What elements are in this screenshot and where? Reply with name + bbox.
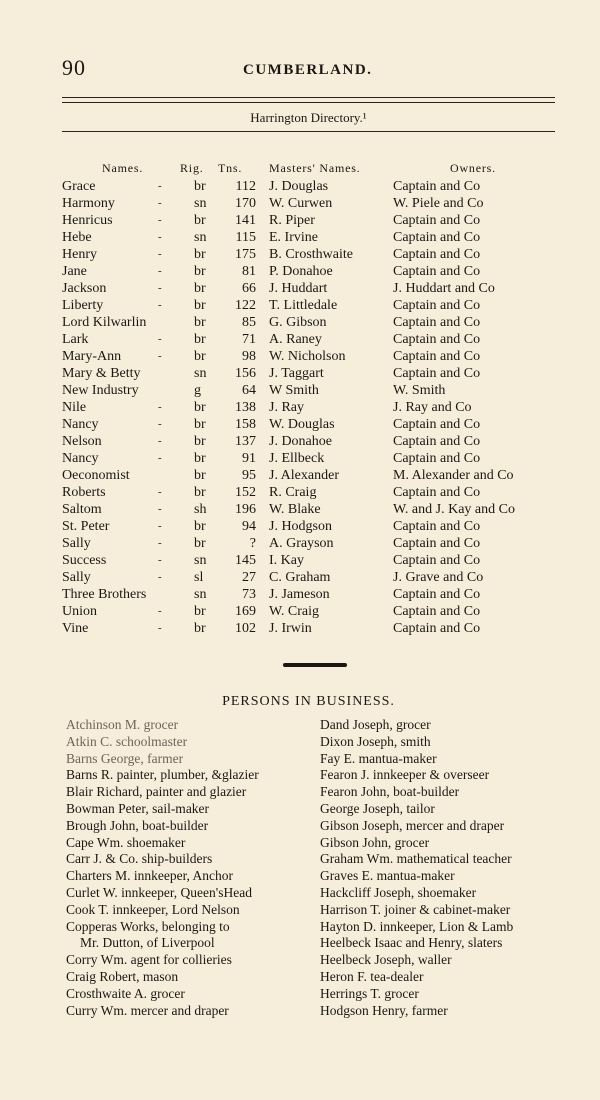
ship-owner: Captain and Co	[393, 349, 481, 364]
ship-name: Roberts	[62, 485, 106, 500]
business-entry: Fearon John, boat-builder	[320, 784, 460, 800]
ship-row	[62, 212, 562, 229]
ship-tons: 158	[235, 417, 256, 432]
business-entry: Gibson John, grocer	[320, 834, 430, 850]
ship-master: B. Crosthwaite	[269, 247, 353, 262]
ship-name: Nancy	[62, 417, 99, 432]
ship-row	[62, 535, 562, 552]
ship-dash: -	[158, 503, 162, 515]
ship-tons: 156	[235, 366, 256, 381]
ship-rig: br	[194, 349, 206, 364]
ship-name: Mary & Betty	[62, 366, 141, 381]
ship-owner: Captain and Co	[393, 451, 481, 466]
ship-rig: sh	[194, 502, 207, 517]
header-owners: Owners.	[450, 161, 496, 175]
page-number: 90	[62, 55, 86, 80]
header-tons: Tns.	[218, 161, 243, 175]
ship-name: St. Peter	[62, 519, 110, 534]
ship-rig: br	[194, 315, 206, 330]
ship-rig: br	[194, 621, 206, 636]
double-rule	[62, 97, 555, 103]
ship-owner: Captain and Co	[393, 604, 481, 619]
ship-master: J. Irwin	[269, 621, 312, 636]
business-entry: Brough John, boat-builder	[66, 817, 209, 833]
ship-master: W. Blake	[269, 502, 321, 517]
ship-owner: Captain and Co	[393, 621, 481, 636]
ship-table	[62, 160, 562, 637]
ship-table-header	[62, 160, 562, 178]
ship-dash: -	[158, 571, 162, 583]
ship-tons: 137	[235, 434, 256, 449]
ship-tons: 95	[242, 468, 256, 483]
ship-master: J. Donahoe	[269, 434, 332, 449]
ship-name: Mary-Ann	[62, 349, 122, 364]
ship-name: Grace	[62, 179, 96, 194]
ship-row	[62, 416, 562, 433]
ship-dash: -	[158, 520, 162, 532]
ship-tons: 73	[242, 587, 256, 602]
business-entry: Curry Wm. mercer and draper	[66, 1002, 229, 1018]
ship-row	[62, 331, 562, 348]
ship-dash: -	[158, 622, 162, 634]
ship-master: A. Raney	[269, 332, 322, 347]
ship-row	[62, 450, 562, 467]
ship-dash: -	[158, 554, 162, 566]
ship-name: Liberty	[62, 298, 104, 313]
ship-tons: 66	[242, 281, 256, 296]
ship-master: J. Huddart	[269, 281, 328, 296]
ship-tons: 64	[242, 383, 256, 398]
ship-tons: 94	[242, 519, 256, 534]
ship-row	[62, 399, 562, 416]
ship-owner: Captain and Co	[393, 417, 481, 432]
ship-name: Vine	[62, 621, 89, 636]
ship-dash: -	[158, 350, 162, 362]
ship-row	[62, 586, 562, 603]
ship-rig: sn	[194, 553, 207, 568]
ship-row	[62, 603, 562, 620]
business-entry: Heelbeck Joseph, waller	[320, 952, 452, 968]
business-entry: Graves E. mantua-maker	[320, 868, 455, 884]
ship-master: W. Craig	[269, 604, 320, 619]
ship-tons: 138	[235, 400, 256, 415]
business-entry: Fearon J. innkeeper & overseer	[320, 767, 490, 783]
business-entry: Carr J. & Co. ship-builders	[66, 851, 213, 867]
ship-master: J. Hodgson	[269, 519, 333, 534]
ship-owner: Captain and Co	[393, 247, 481, 262]
ship-rig: g	[194, 383, 201, 398]
ship-rig: br	[194, 536, 206, 551]
business-entry: Cook T. innkeeper, Lord Nelson	[66, 901, 240, 917]
business-entry: Hodgson Henry, farmer	[320, 1002, 448, 1018]
ship-master: J. Alexander	[269, 468, 339, 483]
ship-row	[62, 552, 562, 569]
ship-tons: 169	[235, 604, 256, 619]
ship-dash: -	[158, 537, 162, 549]
ship-row	[62, 297, 562, 314]
ship-owner: Captain and Co	[393, 485, 481, 500]
ship-dash: -	[158, 265, 162, 277]
ship-dash: -	[158, 435, 162, 447]
ship-master: J. Jameson	[269, 587, 330, 602]
ship-rig: sn	[194, 230, 207, 245]
section-title: Harrington Directory.¹	[250, 110, 367, 125]
ship-owner: W. Piele and Co	[393, 196, 484, 211]
ship-tons: 175	[235, 247, 256, 262]
business-list-left	[66, 717, 311, 1019]
ship-dash: -	[158, 418, 162, 430]
header-names: Names.	[102, 161, 144, 175]
ship-dash: -	[158, 180, 162, 192]
ship-master: E. Irvine	[269, 230, 318, 245]
ship-master: G. Gibson	[269, 315, 327, 330]
business-entry: Herrings T. grocer	[320, 985, 419, 1001]
business-entry: Harrison T. joiner & cabinet-maker	[320, 901, 511, 917]
ship-owner: Captain and Co	[393, 332, 481, 347]
ship-tons: 141	[235, 213, 256, 228]
ship-tons: 152	[235, 485, 256, 500]
ship-name: Nelson	[62, 434, 102, 449]
ship-rig: br	[194, 213, 206, 228]
ship-owner: J. Grave and Co	[393, 570, 484, 585]
ship-owner: Captain and Co	[393, 298, 481, 313]
ship-owner: W. Smith	[393, 383, 446, 398]
business-entry: Cape Wm. shoemaker	[66, 834, 186, 850]
ship-owner: Captain and Co	[393, 213, 481, 228]
ship-row	[62, 178, 562, 195]
ship-tons: 27	[242, 570, 256, 585]
ship-master: W. Nicholson	[269, 349, 346, 364]
ship-tons: 91	[242, 451, 256, 466]
ship-name: Oeconomist	[62, 468, 130, 483]
ship-rows	[62, 178, 562, 637]
ship-rig: sn	[194, 366, 207, 381]
ship-row	[62, 280, 562, 297]
business-entry: Fay E. mantua-maker	[320, 750, 437, 766]
business-entry: Crosthwaite A. grocer	[66, 985, 185, 1001]
ship-tons: 145	[235, 553, 256, 568]
business-entry: Bowman Peter, sail-maker	[66, 800, 210, 816]
business-entry: Heelbeck Isaac and Henry, slaters	[320, 935, 503, 951]
ship-rig: br	[194, 468, 206, 483]
ship-master: R. Craig	[269, 485, 317, 500]
ship-rig: br	[194, 434, 206, 449]
ship-name: Union	[62, 604, 97, 619]
business-entry: Dixon Joseph, smith	[320, 733, 431, 749]
ship-owner: M. Alexander and Co	[393, 468, 514, 483]
ship-name: Lord Kilwarlin	[62, 315, 147, 330]
ship-master: R. Piper	[269, 213, 315, 228]
ship-row	[62, 365, 562, 382]
ship-rig: sn	[194, 587, 207, 602]
ship-row	[62, 246, 562, 263]
ship-dash: -	[158, 452, 162, 464]
ship-rig: br	[194, 417, 206, 432]
business-entry: Barns George, farmer	[66, 750, 184, 766]
ship-name: Sally	[62, 570, 91, 585]
ship-owner: Captain and Co	[393, 315, 481, 330]
ship-owner: Captain and Co	[393, 264, 481, 279]
business-title: PERSONS IN BUSINESS.	[222, 694, 395, 709]
ship-row	[62, 501, 562, 518]
ship-master: W. Douglas	[269, 417, 335, 432]
ship-row	[62, 620, 562, 637]
ship-tons: 85	[242, 315, 256, 330]
ship-owner: Captain and Co	[393, 366, 481, 381]
ship-owner: W. and J. Kay and Co	[393, 502, 515, 517]
business-entry: Hayton D. innkeeper, Lion & Lamb	[320, 918, 514, 934]
business-entry: Atkin C. schoolmaster	[66, 733, 188, 749]
business-entry: Craig Robert, mason	[66, 968, 179, 984]
ship-dash: -	[158, 282, 162, 294]
business-entry: Gibson Joseph, mercer and draper	[320, 817, 505, 833]
ship-dash: -	[158, 401, 162, 413]
header-masters: Masters' Names.	[269, 161, 361, 175]
ship-rig: br	[194, 179, 206, 194]
ship-row	[62, 263, 562, 280]
ship-name: Lark	[62, 332, 89, 347]
business-entry: Atchinson M. grocer	[66, 717, 179, 732]
ship-owner: J. Ray and Co	[393, 400, 472, 415]
ship-name: Jane	[62, 264, 87, 279]
ship-name: Nile	[62, 400, 87, 415]
business-entry: George Joseph, tailor	[320, 800, 435, 816]
ship-row	[62, 518, 562, 535]
ship-tons: 115	[235, 230, 256, 245]
ship-owner: Captain and Co	[393, 434, 481, 449]
ship-row	[62, 382, 562, 399]
ship-name: Saltom	[62, 502, 102, 517]
business-entry: Hackcliff Joseph, shoemaker	[320, 884, 477, 900]
ship-tons: 71	[242, 332, 256, 347]
ship-name: Three Brothers	[62, 587, 147, 602]
ship-rig: br	[194, 281, 206, 296]
ship-tons: 102	[235, 621, 256, 636]
ship-dash: -	[158, 333, 162, 345]
ship-name: Success	[62, 553, 107, 568]
business-entry: Graham Wm. mathematical teacher	[320, 851, 512, 867]
ship-tons: 122	[235, 298, 256, 313]
ship-dash: -	[158, 605, 162, 617]
ship-tons: 98	[242, 349, 256, 364]
running-head: CUMBERLAND.	[243, 62, 373, 78]
ship-master: W Smith	[269, 383, 319, 398]
ship-rig: br	[194, 247, 206, 262]
divider-ornament	[283, 663, 347, 667]
ship-row	[62, 569, 562, 586]
ship-owner: J. Huddart and Co	[393, 281, 495, 296]
ship-rig: sn	[194, 196, 207, 211]
ship-tons: 170	[235, 196, 256, 211]
ship-master: C. Graham	[269, 570, 331, 585]
ship-master: T. Littledale	[269, 298, 338, 313]
ship-dash: -	[158, 248, 162, 260]
ship-owner: Captain and Co	[393, 230, 481, 245]
ship-name: Jackson	[62, 281, 107, 296]
ship-rig: br	[194, 332, 206, 347]
ship-rig: sl	[194, 570, 204, 585]
ship-master: I. Kay	[269, 553, 304, 568]
ship-dash: -	[158, 214, 162, 226]
ship-rig: br	[194, 451, 206, 466]
ship-master: W. Curwen	[269, 196, 333, 211]
ship-owner: Captain and Co	[393, 536, 481, 551]
ship-row	[62, 348, 562, 365]
ship-master: P. Donahoe	[269, 264, 333, 279]
business-list-right	[320, 717, 565, 1019]
ship-name: Henricus	[62, 213, 113, 228]
ship-owner: Captain and Co	[393, 179, 481, 194]
ship-name: New Industry	[62, 383, 139, 398]
ship-tons: 112	[235, 179, 256, 194]
ship-rig: br	[194, 519, 206, 534]
ship-name: Hebe	[62, 230, 92, 245]
ship-name: Henry	[62, 247, 97, 262]
ship-row	[62, 467, 562, 484]
ship-owner: Captain and Co	[393, 587, 481, 602]
ship-name: Harmony	[62, 196, 115, 211]
business-entry: Curlet W. innkeeper, Queen'sHead	[66, 884, 252, 900]
ship-master: J. Taggart	[269, 366, 324, 381]
business-entry: Copperas Works, belonging to	[66, 918, 230, 934]
ship-owner: Captain and Co	[393, 519, 481, 534]
ship-rig: br	[194, 485, 206, 500]
ship-name: Sally	[62, 536, 91, 551]
ship-dash: -	[158, 197, 162, 209]
ship-row	[62, 484, 562, 501]
business-entry: Charters M. innkeeper, Anchor	[66, 868, 234, 884]
business-entry: Blair Richard, painter and glazier	[66, 784, 247, 800]
ship-tons: 196	[235, 502, 256, 517]
single-rule	[62, 131, 555, 132]
ship-rig: br	[194, 298, 206, 313]
ship-rig: br	[194, 604, 206, 619]
ship-rig: br	[194, 400, 206, 415]
ship-row	[62, 195, 562, 212]
business-entry: Heron F. tea-dealer	[320, 968, 424, 984]
ship-dash: -	[158, 486, 162, 498]
business-entry: Barns R. painter, plumber, &glazier	[66, 767, 259, 783]
ship-master: J. Ellbeck	[269, 451, 325, 466]
ship-rig: br	[194, 264, 206, 279]
business-entry: Dand Joseph, grocer	[320, 717, 431, 732]
ship-row	[62, 314, 562, 331]
ship-master: A. Grayson	[269, 536, 334, 551]
ship-row	[62, 433, 562, 450]
ship-dash: -	[158, 299, 162, 311]
ship-tons: ?	[249, 536, 256, 551]
ship-name: Nancy	[62, 451, 99, 466]
ship-master: J. Ray	[269, 400, 304, 415]
business-entry: Mr. Dutton, of Liverpool	[80, 935, 215, 951]
ship-dash: -	[158, 231, 162, 243]
business-entry: Corry Wm. agent for collieries	[66, 952, 232, 968]
header-rig: Rig.	[180, 161, 204, 175]
ship-tons: 81	[242, 264, 256, 279]
ship-master: J. Douglas	[269, 179, 329, 194]
ship-row	[62, 229, 562, 246]
ship-owner: Captain and Co	[393, 553, 481, 568]
